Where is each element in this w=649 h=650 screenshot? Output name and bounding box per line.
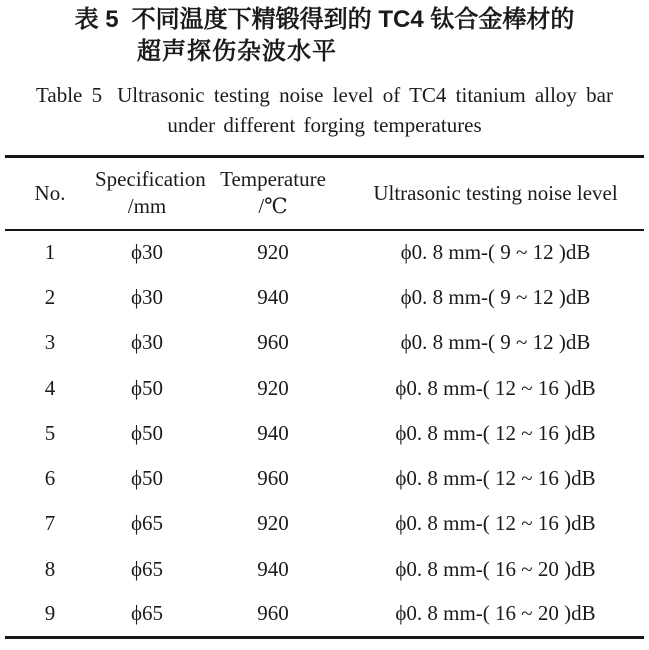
cell-noise-level: ϕ0. 8 mm-( 16 ~ 20 )dB [395, 601, 596, 626]
cell-temperature: 960 [257, 466, 289, 491]
cell-no: 3 [44, 330, 56, 355]
cell-temperature: 920 [257, 240, 289, 265]
header-cell-specification [95, 157, 206, 230]
table-row [5, 275, 644, 320]
cell-noise-level: ϕ0. 8 mm-( 9 ~ 12 )dB [400, 284, 591, 309]
table-caption-zh-line1 [0, 0, 649, 36]
cell-temperature: 940 [257, 556, 289, 581]
header-temperature-label: Temperature [220, 167, 326, 192]
table-caption-en-title: Ultrasonic testing noise level of TC4 titanium alloy bar [117, 83, 613, 107]
table-row [5, 592, 644, 637]
header-no-label: No. [34, 180, 66, 205]
header-specification-label: Specification [95, 167, 206, 192]
cell-no: 2 [44, 284, 56, 309]
cell-no: 4 [44, 375, 56, 400]
cell-specification: ϕ30 [130, 330, 164, 355]
table-caption-en-line2: under different forging temperatures [167, 113, 482, 137]
data-table-wrapper [5, 155, 644, 639]
table-row [5, 501, 644, 546]
cell-noise-level: ϕ0. 8 mm-( 9 ~ 12 )dB [400, 240, 591, 265]
table-row [5, 547, 644, 592]
cell-specification: ϕ50 [130, 466, 164, 491]
cell-specification: ϕ65 [130, 556, 164, 581]
header-cell-noise-level [347, 157, 644, 230]
header-specification-unit: /mm [127, 194, 167, 219]
table-caption-en-label: Table 5 [36, 83, 103, 107]
header-cell-no [5, 157, 95, 230]
cell-specification: ϕ30 [130, 284, 164, 309]
cell-noise-level: ϕ0. 8 mm-( 12 ~ 16 )dB [395, 420, 596, 445]
header-cell-temperature [199, 157, 347, 230]
data-table [5, 155, 644, 639]
cell-noise-level: ϕ0. 8 mm-( 16 ~ 20 )dB [395, 556, 596, 581]
header-noise-label: Ultrasonic testing noise level [373, 180, 618, 205]
cell-temperature: 940 [257, 420, 289, 445]
cell-specification: ϕ50 [130, 375, 164, 400]
cell-no: 5 [44, 420, 56, 445]
table-caption-en-line1 [0, 80, 649, 110]
cell-noise-level: ϕ0. 8 mm-( 12 ~ 16 )dB [395, 466, 596, 491]
cell-noise-level: ϕ0. 8 mm-( 9 ~ 12 )dB [400, 330, 591, 355]
header-row [5, 157, 644, 230]
cell-temperature: 940 [257, 284, 289, 309]
cell-noise-level: ϕ0. 8 mm-( 12 ~ 16 )dB [395, 511, 596, 536]
table-caption-zh-title: 不同温度下精锻得到的 TC4 钛合金棒材的 [131, 6, 575, 33]
cell-no: 1 [44, 240, 56, 265]
cell-no: 7 [44, 511, 56, 536]
table-caption-zh-line2: 超声探伤杂波水平 [137, 38, 337, 65]
table-row [5, 320, 644, 365]
cell-specification: ϕ30 [130, 240, 164, 265]
table-row [5, 411, 644, 456]
cell-specification: ϕ65 [130, 601, 164, 626]
cell-temperature: 920 [257, 511, 289, 536]
table-row [5, 456, 644, 501]
cell-no: 9 [44, 601, 56, 626]
cell-no: 6 [44, 466, 56, 491]
table-row [5, 230, 644, 275]
cell-specification: ϕ65 [130, 511, 164, 536]
cell-specification: ϕ50 [130, 420, 164, 445]
cell-noise-level: ϕ0. 8 mm-( 12 ~ 16 )dB [395, 375, 596, 400]
cell-temperature: 920 [257, 375, 289, 400]
header-temperature-unit: /℃ [258, 194, 288, 219]
cell-temperature: 960 [257, 330, 289, 355]
cell-no: 8 [44, 556, 56, 581]
table-row [5, 365, 644, 410]
cell-temperature: 960 [257, 601, 289, 626]
table-caption-zh-label: 表 5 [74, 6, 119, 33]
